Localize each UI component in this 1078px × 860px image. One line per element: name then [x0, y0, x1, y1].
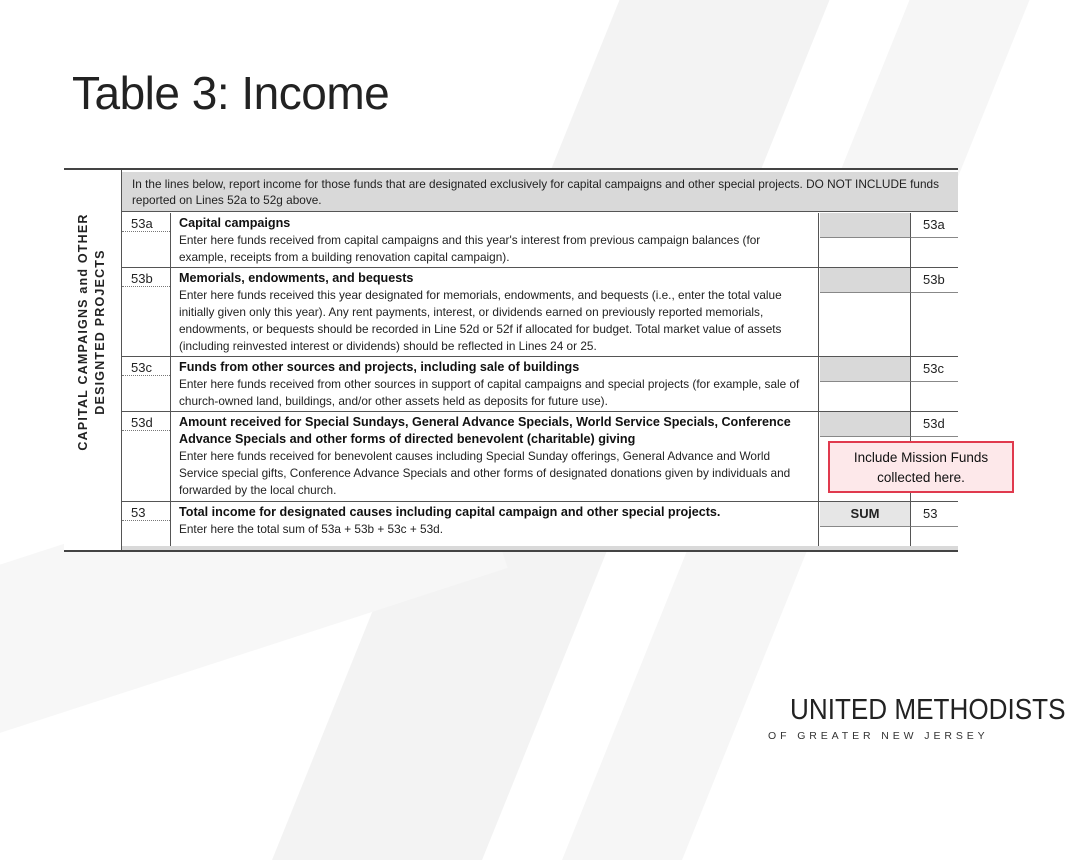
line-number: 53	[131, 505, 146, 520]
logo-main-text: UNITED METHODISTS	[790, 694, 1066, 726]
intro-instructions: In the lines below, report income for those funds that are designated exclusively for capital campaigns and other special projects. DO NOT INCLUDE funds reported on Lines 52a to 52g above.	[122, 172, 958, 212]
row-description: Enter here funds received for benevolent causes including Special Sunday offerings, General Advance and World Service special gifts, Conference Advance Specials and other forms of designated donations given by individuals and forwarded by the local church.	[179, 449, 791, 497]
line-code: 53	[911, 502, 958, 527]
slide-title: Table 3: Income	[72, 67, 390, 119]
line-number: 53c	[131, 360, 152, 375]
sum-field[interactable]: SUM	[820, 502, 911, 527]
line-number: 53d	[131, 415, 153, 430]
row-title: Total income for designated causes including capital campaign and other special projects.	[179, 505, 721, 519]
side-label-line1: CAPITAL CAMPAIGNS and OTHER	[76, 213, 90, 451]
line-code: 53c	[911, 357, 958, 382]
row-description: Enter here funds received this year designated for memorials, endowments, and bequests (i.e., enter the total value initially given only this year). Any rent payments, interest, or dividends earned on previously reported memorials, endowments, or bequests should be recorded in Line 52d or 52f if allocated for budget. Total market value of assets (including reinvested interest or dividends) should be reflected in Lines 24 or 25.	[179, 288, 782, 353]
organization-logo	[768, 693, 1066, 742]
row-description: Enter here funds received from capital campaigns and this year's interest from previous campaign balances (for example, receipts from a building renovation capital campaign).	[179, 233, 761, 264]
table-row	[122, 268, 958, 357]
line-code: 53a	[911, 213, 958, 238]
table-row	[122, 213, 958, 268]
table-row-total	[122, 502, 958, 548]
table-footer-strip	[122, 546, 958, 550]
side-label-line2: DESIGNTED PROJECTS	[93, 249, 107, 415]
row-description: Enter here funds received from other sources in support of capital campaigns and special projects (for example, sale of church-owned land, buildings, and/or other assets held as deposits for future use).	[179, 377, 800, 408]
row-description: Enter here the total sum of 53a + 53b + 53c + 53d.	[179, 522, 443, 536]
line-code: 53d	[911, 412, 958, 437]
amount-field[interactable]	[820, 357, 911, 382]
line-number: 53a	[131, 216, 153, 231]
amount-field[interactable]	[820, 213, 911, 238]
row-title: Memorials, endowments, and bequests	[179, 271, 414, 285]
income-form-table	[64, 168, 958, 552]
side-section-label	[64, 170, 122, 550]
line-code: 53b	[911, 268, 958, 293]
row-title: Funds from other sources and projects, including sale of buildings	[179, 360, 580, 374]
table-row	[122, 357, 958, 412]
row-title: Capital campaigns	[179, 216, 291, 230]
callout-line1: Include Mission Funds	[853, 450, 989, 465]
row-title: Amount received for Special Sundays, General Advance Specials, World Service Specials, Conference Advance Specials and other forms of directed benevolent (charitable) giving	[179, 415, 791, 446]
amount-field[interactable]	[820, 268, 911, 293]
amount-field[interactable]	[820, 412, 911, 437]
mission-funds-callout	[828, 441, 1014, 493]
logo-sub-text: OF GREATER NEW JERSEY	[768, 730, 989, 742]
callout-line2: collected here.	[877, 470, 965, 485]
line-number: 53b	[131, 271, 153, 286]
